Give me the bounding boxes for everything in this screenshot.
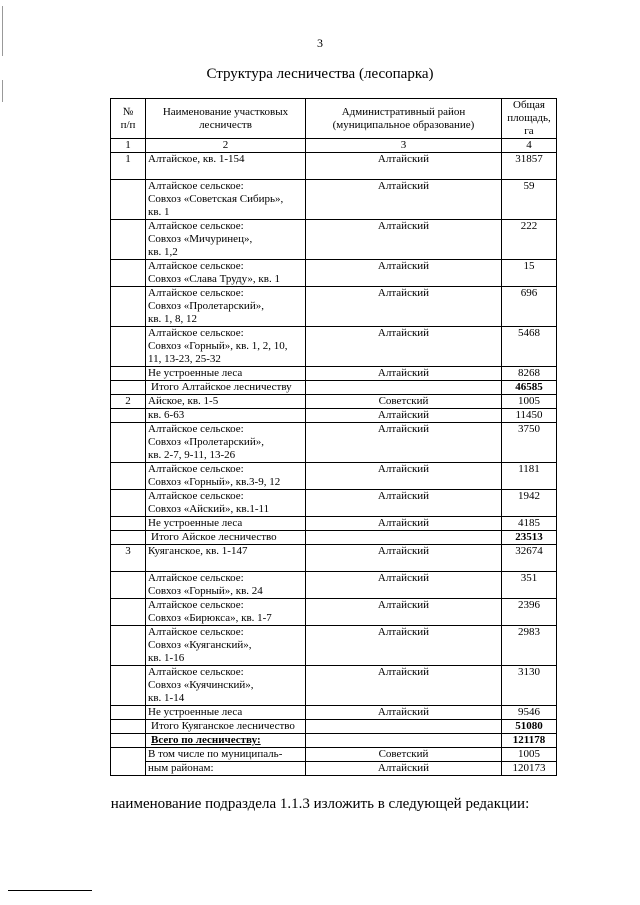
row-number-cell <box>111 409 146 423</box>
column-number-row <box>111 139 557 153</box>
subtotal-row <box>111 720 557 734</box>
table-row <box>111 545 557 572</box>
row-district-cell: Алтайский <box>306 545 502 572</box>
row-area-cell: 31857 <box>502 153 557 180</box>
row-number-cell <box>111 531 146 545</box>
row-name-cell: Алтайское, кв. 1-154 <box>146 153 306 180</box>
row-district-cell <box>306 734 502 748</box>
row-district-cell: Алтайский <box>306 599 502 626</box>
row-name-cell: кв. 6-63 <box>146 409 306 423</box>
row-name-cell: Алтайское сельское: Совхоз «Пролетарский», кв. 1, 8, 12 <box>146 287 306 327</box>
municipal-row <box>111 762 557 776</box>
row-area-cell: 23513 <box>502 531 557 545</box>
row-district-cell: Алтайский <box>306 260 502 287</box>
row-name-cell: Алтайское сельское: Совхоз «Бирюкса», кв. 1-7 <box>146 599 306 626</box>
row-name-cell: Алтайское сельское: Совхоз «Слава Труду», кв. 1 <box>146 260 306 287</box>
row-name-cell: Итого Айское лесничество <box>146 531 306 545</box>
table-row <box>111 220 557 260</box>
table-row <box>111 409 557 423</box>
row-district-cell: Алтайский <box>306 327 502 367</box>
row-number-cell <box>111 287 146 327</box>
row-name-cell: Итого Алтайское лесничеству <box>146 381 306 395</box>
row-area-cell: 1005 <box>502 395 557 409</box>
table-row <box>111 463 557 490</box>
row-district-cell <box>306 720 502 734</box>
municipal-label-line2: ным районам: <box>146 762 306 776</box>
row-area-cell: 8268 <box>502 367 557 381</box>
municipal-district: Алтайский <box>306 762 502 776</box>
row-area-cell: 3130 <box>502 666 557 706</box>
row-name-cell: Алтайское сельское: Совхоз «Пролетарский», кв. 2-7, 9-11, 13-26 <box>146 423 306 463</box>
municipal-area: 120173 <box>502 762 557 776</box>
municipal-area: 1005 <box>502 748 557 762</box>
row-area-cell: 46585 <box>502 381 557 395</box>
margin-scan-mark <box>2 80 3 102</box>
table-row <box>111 180 557 220</box>
row-number-cell <box>111 734 146 748</box>
row-name-cell: Алтайское сельское: Совхоз «Куячинский», кв. 1-14 <box>146 666 306 706</box>
row-number-cell <box>111 720 146 734</box>
row-name-cell: Алтайское сельское: Совхоз «Горный», кв.3-9, 12 <box>146 463 306 490</box>
table-row <box>111 490 557 517</box>
column-number: 3 <box>306 139 502 153</box>
row-number-cell <box>111 572 146 599</box>
row-area-cell: 2983 <box>502 626 557 666</box>
column-number: 2 <box>146 139 306 153</box>
table-row <box>111 626 557 666</box>
row-name-cell: Итого Куяганское лесничество <box>146 720 306 734</box>
row-number-cell <box>111 220 146 260</box>
row-area-cell: 121178 <box>502 734 557 748</box>
row-district-cell: Алтайский <box>306 626 502 666</box>
grand-total-row <box>111 734 557 748</box>
row-area-cell: 9546 <box>502 706 557 720</box>
row-area-cell: 696 <box>502 287 557 327</box>
table-row <box>111 517 557 531</box>
row-number-cell <box>111 180 146 220</box>
row-district-cell: Алтайский <box>306 490 502 517</box>
row-area-cell: 351 <box>502 572 557 599</box>
row-number-cell: 1 <box>111 153 146 180</box>
table-row <box>111 260 557 287</box>
row-area-cell: 1942 <box>502 490 557 517</box>
table-row <box>111 395 557 409</box>
table-row <box>111 327 557 367</box>
row-number-cell <box>111 367 146 381</box>
row-district-cell: Алтайский <box>306 572 502 599</box>
header-area: Общая площадь, га <box>502 99 557 139</box>
municipal-row <box>111 748 557 762</box>
amendment-text: наименование подраздела 1.1.3 изложить в следующей редакции: <box>110 796 530 812</box>
column-number: 1 <box>111 139 146 153</box>
row-name-cell: Алтайское сельское: Совхоз «Куяганский», кв. 1-16 <box>146 626 306 666</box>
row-area-cell: 1181 <box>502 463 557 490</box>
row-area-cell: 51080 <box>502 720 557 734</box>
subtotal-row <box>111 531 557 545</box>
row-name-cell: Айское, кв. 1-5 <box>146 395 306 409</box>
row-number-cell <box>111 599 146 626</box>
table-row <box>111 706 557 720</box>
row-number-cell <box>111 626 146 666</box>
row-number-cell <box>111 381 146 395</box>
row-area-cell: 4185 <box>502 517 557 531</box>
table-header-row <box>111 99 557 139</box>
table-row <box>111 599 557 626</box>
row-district-cell: Алтайский <box>306 153 502 180</box>
row-area-cell: 2396 <box>502 599 557 626</box>
row-name-cell: Всего по лесничеству: <box>146 734 306 748</box>
row-name-cell: Алтайское сельское: Совхоз «Горный», кв. 1, 2, 10, 11, 13-23, 25-32 <box>146 327 306 367</box>
row-name-cell: Не устроенные леса <box>146 706 306 720</box>
row-district-cell <box>306 531 502 545</box>
row-district-cell: Алтайский <box>306 423 502 463</box>
row-number-cell <box>111 490 146 517</box>
row-number-cell <box>111 706 146 720</box>
row-number-cell <box>111 517 146 531</box>
row-area-cell: 5468 <box>502 327 557 367</box>
row-number-cell <box>111 327 146 367</box>
forestry-structure-table <box>110 98 557 776</box>
row-number-cell <box>111 748 146 776</box>
table-row <box>111 287 557 327</box>
row-name-cell: Куяганское, кв. 1-147 <box>146 545 306 572</box>
header-number: № п/п <box>111 99 146 139</box>
row-district-cell: Алтайский <box>306 706 502 720</box>
row-number-cell <box>111 260 146 287</box>
row-district-cell: Алтайский <box>306 666 502 706</box>
row-name-cell: Не устроенные леса <box>146 367 306 381</box>
header-name: Наименование участковых лесничеств <box>146 99 306 139</box>
document-title: Структура лесничества (лесопарка) <box>206 66 434 82</box>
row-number-cell: 3 <box>111 545 146 572</box>
municipal-label-line1: В том числе по муниципаль- <box>146 748 306 762</box>
row-number-cell: 2 <box>111 395 146 409</box>
subtotal-row <box>111 381 557 395</box>
table-row <box>111 666 557 706</box>
municipal-district: Советский <box>306 748 502 762</box>
row-area-cell: 32674 <box>502 545 557 572</box>
row-number-cell <box>111 423 146 463</box>
header-district: Административный район (муниципальное образование) <box>306 99 502 139</box>
table-row <box>111 367 557 381</box>
row-name-cell: Алтайское сельское: Совхоз «Мичуринец», кв. 1,2 <box>146 220 306 260</box>
row-area-cell: 15 <box>502 260 557 287</box>
row-district-cell: Алтайский <box>306 463 502 490</box>
row-name-cell: Не устроенные леса <box>146 517 306 531</box>
row-district-cell: Алтайский <box>306 517 502 531</box>
table-row <box>111 572 557 599</box>
row-name-cell: Алтайское сельское: Совхоз «Горный», кв. 24 <box>146 572 306 599</box>
row-name-cell: Алтайское сельское: Совхоз «Айский», кв.1-11 <box>146 490 306 517</box>
row-area-cell: 3750 <box>502 423 557 463</box>
page-number: 3 <box>317 36 323 50</box>
row-name-cell: Алтайское сельское: Совхоз «Советская Сибирь», кв. 1 <box>146 180 306 220</box>
row-district-cell: Алтайский <box>306 180 502 220</box>
row-district-cell: Алтайский <box>306 409 502 423</box>
column-number: 4 <box>502 139 557 153</box>
table-row <box>111 423 557 463</box>
row-number-cell <box>111 463 146 490</box>
row-district-cell <box>306 381 502 395</box>
row-area-cell: 222 <box>502 220 557 260</box>
row-district-cell: Алтайский <box>306 220 502 260</box>
row-district-cell: Алтайский <box>306 367 502 381</box>
row-area-cell: 11450 <box>502 409 557 423</box>
footnote-divider <box>8 890 92 891</box>
row-district-cell: Алтайский <box>306 287 502 327</box>
row-number-cell <box>111 666 146 706</box>
row-area-cell: 59 <box>502 180 557 220</box>
row-district-cell: Советский <box>306 395 502 409</box>
table-row <box>111 153 557 180</box>
